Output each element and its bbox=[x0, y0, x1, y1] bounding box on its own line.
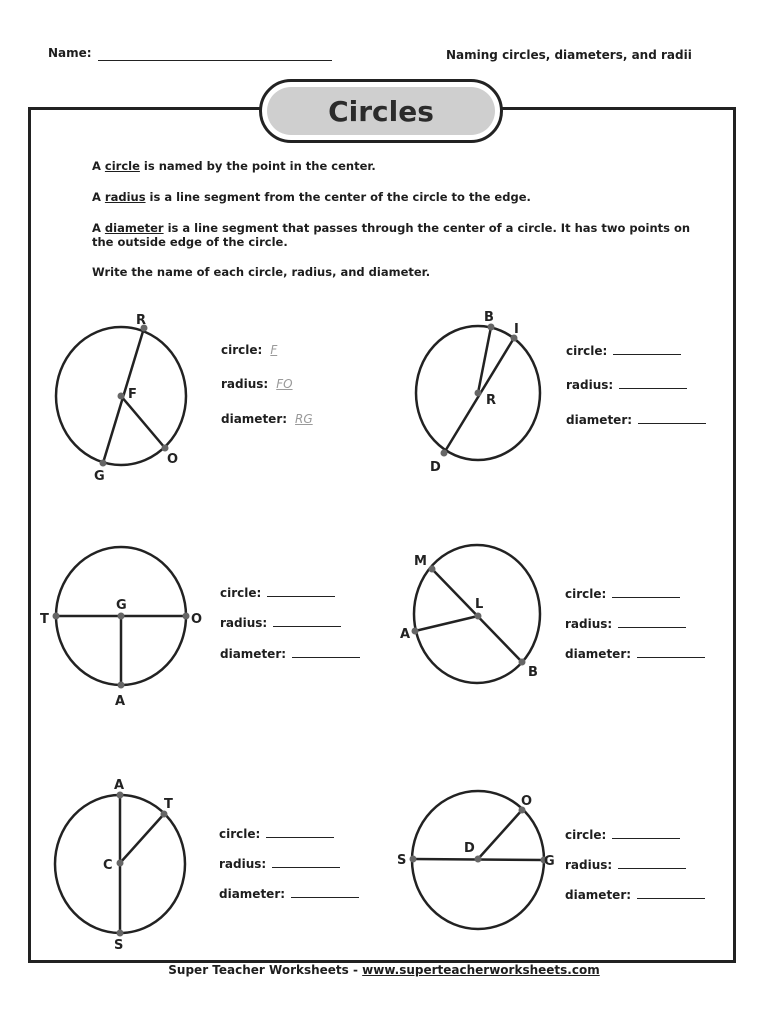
point-label: O bbox=[167, 452, 179, 467]
point-label: T bbox=[164, 797, 173, 812]
point-label: L bbox=[475, 597, 484, 612]
radius-answer-blank[interactable] bbox=[618, 627, 686, 628]
circle-answer-blank[interactable] bbox=[613, 354, 681, 355]
radius-answer-row-3: radius: bbox=[220, 616, 341, 630]
radius-answer-row-6: radius: bbox=[565, 858, 686, 872]
circle-answer-row-5: circle: bbox=[219, 827, 334, 841]
name-label: Name: bbox=[48, 46, 92, 60]
circle-answer-blank[interactable] bbox=[612, 838, 680, 839]
worksheet-title: Naming circles, diameters, and radii bbox=[446, 48, 692, 62]
point-label: G bbox=[544, 854, 555, 869]
point-label: O bbox=[191, 612, 203, 627]
page-title: Circles bbox=[267, 87, 495, 135]
definition-diameter: A diameter is a line segment that passes through the center of a circle. It has two points on the outside edge of the circle. bbox=[92, 221, 691, 249]
instructions: Write the name of each circle, radius, and diameter. bbox=[92, 265, 431, 279]
point-label: R bbox=[136, 313, 147, 328]
point-label: D bbox=[464, 841, 475, 856]
name-input-line[interactable] bbox=[98, 60, 332, 61]
diameter-answer-row-6: diameter: bbox=[565, 888, 705, 902]
circle-answer-blank[interactable] bbox=[267, 596, 335, 597]
term-diameter: diameter bbox=[104, 221, 164, 235]
point-label: R bbox=[486, 393, 497, 408]
circle-figure-1 bbox=[50, 308, 200, 488]
point-label: B bbox=[528, 665, 538, 680]
circle-answer-row-2: circle: bbox=[566, 344, 681, 358]
radius-answer-blank[interactable] bbox=[272, 867, 340, 868]
circle-figure-4 bbox=[398, 545, 558, 685]
circle-answer-row-1: circle: F bbox=[221, 343, 278, 357]
title-banner bbox=[259, 79, 503, 143]
diameter-answer[interactable]: RG bbox=[295, 412, 313, 426]
radius-answer-row-2: radius: bbox=[566, 378, 687, 392]
circle-answer[interactable]: F bbox=[270, 343, 278, 357]
circle-answer-blank[interactable] bbox=[612, 597, 680, 598]
diameter-answer-row-3: diameter: bbox=[220, 647, 360, 661]
point-label: O bbox=[521, 794, 533, 809]
point-label: G bbox=[116, 598, 127, 613]
definition-radius: A radius is a line segment from the center of the circle to the edge. bbox=[92, 190, 531, 204]
diameter-answer-blank[interactable] bbox=[638, 423, 706, 424]
radius-answer-blank[interactable] bbox=[273, 626, 341, 627]
radius-answer-blank[interactable] bbox=[618, 868, 686, 869]
point-label: D bbox=[430, 460, 441, 475]
point-label: S bbox=[397, 853, 407, 868]
circle-answer-blank[interactable] bbox=[266, 837, 334, 838]
point-label: T bbox=[40, 612, 49, 627]
footer-brand: Super Teacher Worksheets bbox=[168, 963, 349, 977]
diameter-answer-row-1: diameter: RG bbox=[221, 412, 313, 426]
point-label: A bbox=[115, 694, 126, 709]
diameter-answer-row-2: diameter: bbox=[566, 413, 706, 427]
circle-figure-3 bbox=[36, 545, 211, 715]
definition-circle: A circle is named by the point in the center. bbox=[92, 159, 376, 173]
diameter-answer-blank[interactable] bbox=[292, 657, 360, 658]
point-label: C bbox=[103, 858, 113, 873]
circle-answer-row-6: circle: bbox=[565, 828, 680, 842]
diameter-answer-row-4: diameter: bbox=[565, 647, 705, 661]
point-label: A bbox=[114, 778, 125, 793]
point-label: S bbox=[114, 938, 124, 953]
radius-answer-blank[interactable] bbox=[619, 388, 687, 389]
radius-answer-row-1: radius: FO bbox=[221, 377, 293, 391]
radius-answer-row-4: radius: bbox=[565, 617, 686, 631]
term-circle: circle bbox=[104, 159, 140, 173]
point-label: I bbox=[514, 322, 519, 337]
diameter-answer-blank[interactable] bbox=[637, 898, 705, 899]
point-label: B bbox=[484, 310, 494, 325]
term-radius: radius bbox=[104, 190, 146, 204]
radius-answer-row-5: radius: bbox=[219, 857, 340, 871]
circle-figure-5 bbox=[50, 775, 200, 955]
diameter-answer-row-5: diameter: bbox=[219, 887, 359, 901]
point-label: A bbox=[400, 627, 411, 642]
circle-figure-2 bbox=[410, 305, 560, 485]
radius-answer[interactable]: FO bbox=[276, 377, 293, 391]
diameter-answer-blank[interactable] bbox=[637, 657, 705, 658]
footer: Super Teacher Worksheets - www.superteacherworksheets.com bbox=[168, 963, 600, 977]
circle-answer-row-3: circle: bbox=[220, 586, 335, 600]
circle-figure-6 bbox=[394, 790, 564, 935]
point-label: F bbox=[128, 387, 137, 402]
point-label: G bbox=[94, 469, 105, 484]
footer-link[interactable]: www.superteacherworksheets.com bbox=[362, 963, 600, 977]
diameter-answer-blank[interactable] bbox=[291, 897, 359, 898]
point-label: M bbox=[414, 554, 427, 569]
circle-answer-row-4: circle: bbox=[565, 587, 680, 601]
